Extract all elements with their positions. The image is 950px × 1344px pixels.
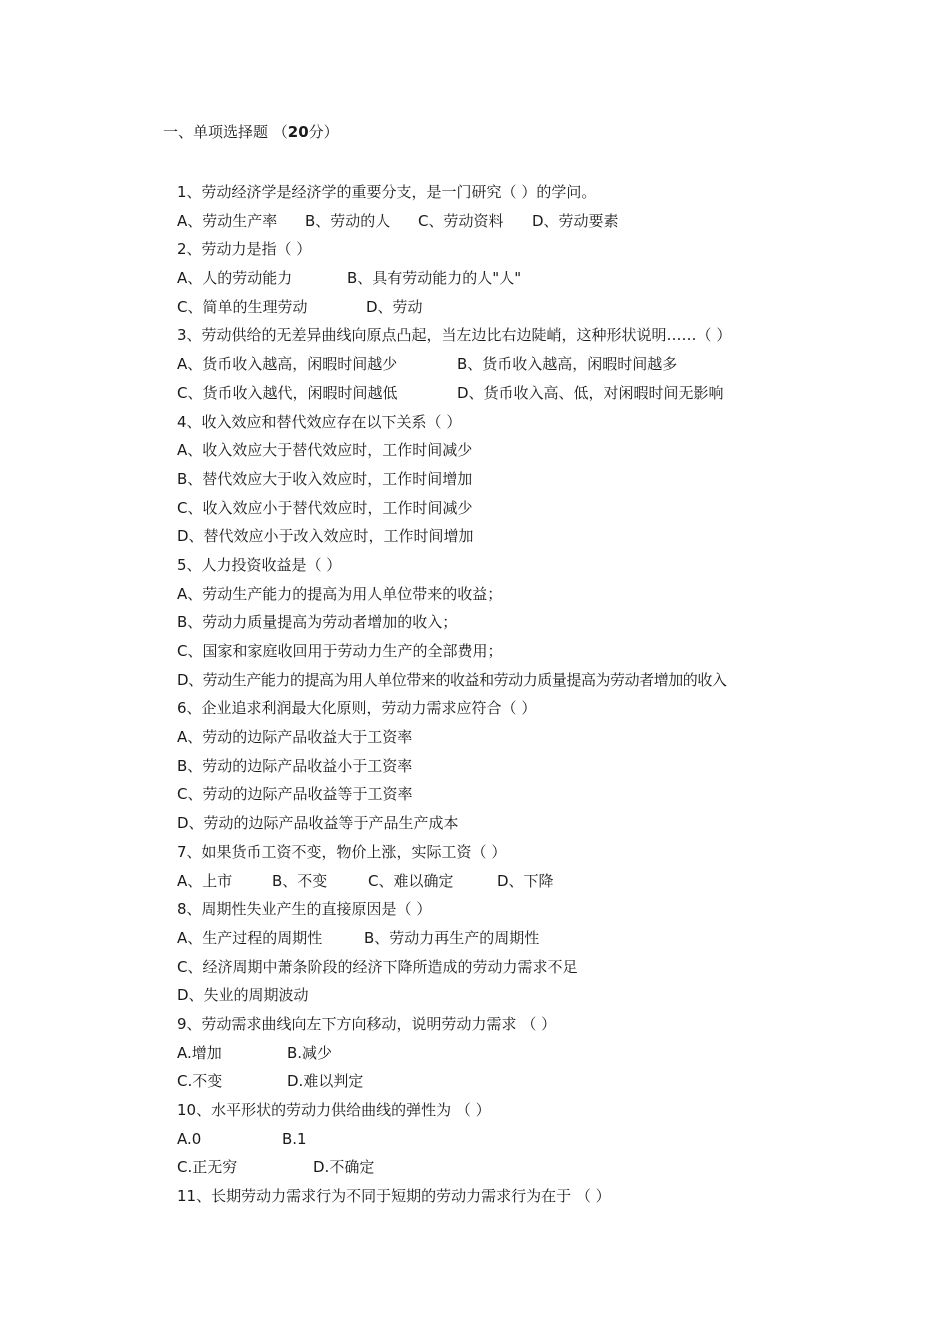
options-line: [177, 867, 837, 896]
option-text: C、劳动的边际产品收益等于工资率: [177, 785, 413, 804]
question-text: 9、劳动需求曲线向左下方向移动，说明劳动力需求 （ ）: [177, 1014, 557, 1033]
question-line: [177, 1182, 837, 1211]
options-line: [177, 264, 837, 293]
option-b: [177, 608, 837, 637]
option-b: B、不变: [272, 871, 328, 890]
option-text: A、收入效应大于替代效应时，工作时间减少: [177, 441, 473, 460]
question-text: 10、水平形状的劳动力供给曲线的弹性为 （ ）: [177, 1101, 491, 1119]
question-text: 6、企业追求利润最大化原则，劳动力需求应符合（ ）: [177, 699, 537, 718]
option-b: [177, 752, 837, 781]
question-line: [177, 1096, 837, 1125]
option-a: A、上市: [177, 871, 233, 890]
question-text: 7、如果货币工资不变，物价上涨，实际工资（ ）: [177, 842, 507, 861]
option-text: B、替代效应大于收入效应时，工作时间增加: [177, 469, 473, 488]
option-text: D、替代效应小于改入效应时，工作时间增加: [177, 527, 474, 546]
option-text: C、收入效应小于替代效应时，工作时间减少: [177, 498, 473, 517]
question-line: [177, 694, 837, 723]
option-c: [177, 953, 837, 982]
question-text: 5、人力投资收益是（ ）: [177, 555, 342, 574]
question-list: [177, 178, 837, 1211]
options-line: [177, 1067, 837, 1096]
option-a: A、人的劳动能力: [177, 269, 293, 288]
option-text: C、经济周期中萧条阶段的经济下降所造成的劳动力需求不足: [177, 957, 578, 976]
question-line: [177, 321, 837, 350]
option-a: [177, 580, 837, 609]
options-line: [177, 350, 837, 379]
question-line: [177, 551, 837, 580]
question-text: 2、劳动力是指（ ）: [177, 240, 312, 259]
question-line: [177, 895, 837, 924]
option-c: C、货币收入越代，闲暇时间越低: [177, 383, 398, 402]
option-d: [177, 981, 837, 1010]
option-a: [177, 723, 837, 752]
option-text: B、劳动力质量提高为劳动者增加的收入；: [177, 613, 458, 632]
option-b: B、货币收入越高，闲暇时间越多: [457, 355, 678, 374]
option-a: A、货币收入越高，闲暇时间越少: [177, 355, 398, 374]
question-line: [177, 178, 837, 207]
section-score: 20: [287, 123, 309, 141]
options-line: [177, 924, 837, 953]
option-d: [177, 522, 837, 551]
options-line: [177, 379, 837, 408]
option-b: B.1: [282, 1129, 307, 1148]
option-b: B、劳动力再生产的周期性: [364, 928, 540, 947]
option-text: C、国家和家庭收回用于劳动力生产的全部费用；: [177, 642, 503, 660]
option-text: D、劳动的边际产品收益等于产品生产成本: [177, 814, 459, 833]
option-c: C、难以确定: [368, 871, 454, 890]
option-d: D、劳动要素: [532, 211, 619, 230]
option-text: A、劳动生产能力的提高为用人单位带来的收益；: [177, 584, 503, 603]
option-d: D、劳动: [366, 297, 423, 316]
question-line: [177, 408, 837, 437]
option-text: D、劳动生产能力的提高为用人单位带来的收益和劳动力质量提高为劳动者增加的收入: [177, 670, 727, 689]
question-line: [177, 235, 837, 264]
option-c: [177, 780, 837, 809]
question-text: 4、收入效应和替代效应存在以下关系（ ）: [177, 412, 462, 431]
question-line: [177, 1010, 837, 1039]
option-d: D、货币收入高、低，对闲暇时间无影响: [457, 383, 724, 402]
section-title: [163, 122, 339, 142]
option-c: C.正无穷: [177, 1158, 238, 1177]
option-c: C.不变: [177, 1072, 223, 1091]
option-d: [177, 666, 837, 695]
option-b: B.减少: [287, 1043, 333, 1062]
option-a: A.增加: [177, 1043, 222, 1062]
option-c: [177, 637, 837, 666]
option-text: A、劳动的边际产品收益大于工资率: [177, 728, 413, 747]
options-line: [177, 1153, 837, 1182]
option-c: [177, 494, 837, 523]
option-text: B、劳动的边际产品收益小于工资率: [177, 756, 413, 775]
question-text: 11、长期劳动力需求行为不同于短期的劳动力需求行为在于 （ ）: [177, 1187, 611, 1206]
option-a: [177, 436, 837, 465]
question-line: [177, 838, 837, 867]
option-a: A、生产过程的周期性: [177, 928, 323, 947]
options-line: [177, 1125, 837, 1154]
option-b: [177, 465, 837, 494]
option-a: A、劳动生产率: [177, 211, 278, 230]
option-c: C、劳动资料: [418, 211, 504, 230]
option-d: D.不确定: [313, 1158, 375, 1177]
section-title-prefix: 一、单项选择题 （: [163, 123, 288, 141]
question-text: 1、劳动经济学是经济学的重要分支，是一门研究（ ）的学问。: [177, 183, 597, 201]
question-text: 3、劳动供给的无差异曲线向原点凸起，当左边比右边陡峭，这种形状说明……（ ）: [177, 326, 732, 345]
option-c: C、简单的生理劳动: [177, 297, 308, 316]
option-a: A.0: [177, 1129, 202, 1148]
option-b: B、劳动的人: [305, 211, 391, 230]
options-line: [177, 293, 837, 322]
options-line: [177, 207, 837, 236]
option-d: [177, 809, 837, 838]
options-line: [177, 1039, 837, 1068]
question-text: 8、周期性失业产生的直接原因是（ ）: [177, 900, 432, 919]
option-d: D.难以判定: [287, 1072, 364, 1091]
section-title-suffix: 分）: [308, 123, 339, 141]
option-text: D、失业的周期波动: [177, 986, 309, 1005]
option-d: D、下降: [497, 871, 554, 890]
option-b: B、具有劳动能力的人"人": [347, 269, 522, 288]
